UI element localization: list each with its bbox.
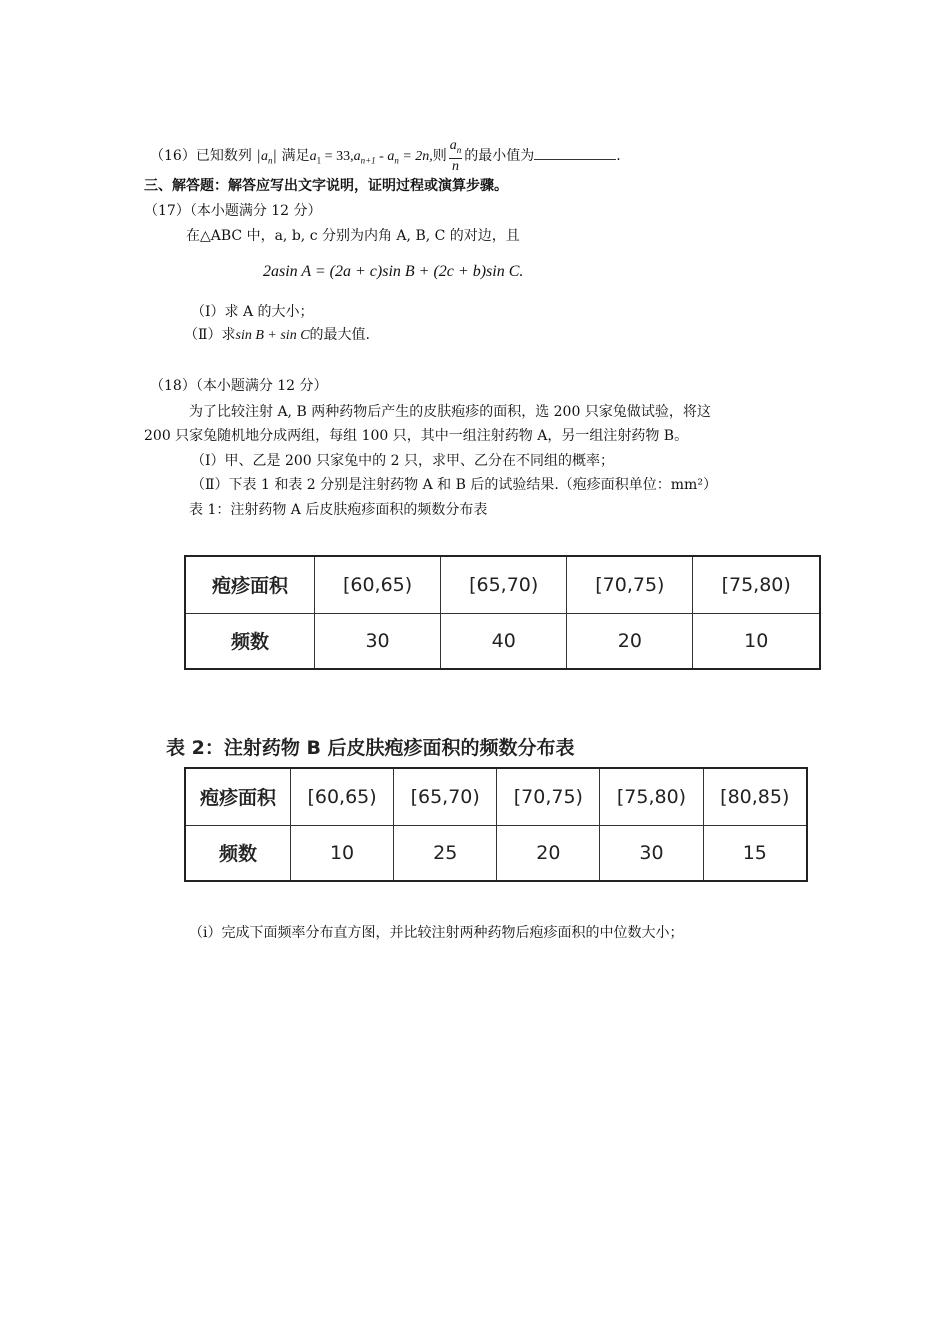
table-2-area-row <box>185 768 807 825</box>
table-2-frequency-row <box>185 825 807 881</box>
q18-stem-line1: 为了比较注射 A, B 两种药物后产生的皮肤疱疹的面积，选 200 只家兔做试验，将这 <box>189 404 711 420</box>
table-1-interval: [60,65) <box>315 556 441 613</box>
table1-caption: 表 1：注射药物 A 后皮肤疱疹面积的频数分布表 <box>189 502 488 518</box>
table-1-frequency: 40 <box>441 613 567 669</box>
q18-part1: （Ⅰ）甲、乙是 200 只家兔中的 2 只，求甲、乙分在不同组的概率； <box>191 453 614 469</box>
table-2-frequency: 25 <box>394 825 497 881</box>
table-1-row-header-area: 疱疹面积 <box>185 556 315 613</box>
question-16: （16）已知数列 $|a_n|$ 满足$a_1 = 33,a_{n+1} - a_n = 2n$,则 $\frac{a_n}{n}$ 的最小值为 . <box>150 138 621 174</box>
sequence-symbol: a <box>261 148 268 164</box>
q18-part2: （Ⅱ）下表 1 和表 2 分别是注射药物 A 和 B 后的试验结果.（疱疹面积单位：mm²） <box>191 477 717 493</box>
table2-caption: 表 2：注射药物 B 后皮肤疱疹面积的频数分布表 <box>166 737 575 759</box>
section-3-heading: 三、解答题：解答应写出文字说明，证明过程或演算步骤。 <box>144 178 508 194</box>
table-1-frequency-row <box>185 613 820 669</box>
table-2-interval: [70,75) <box>497 768 600 825</box>
table-1-frequency: 30 <box>315 613 441 669</box>
table-1-frequency: 10 <box>693 613 820 669</box>
table-2-row-header-freq: 频数 <box>185 825 291 881</box>
table-1-frequency: 20 <box>567 613 693 669</box>
q18-stem-line2: 200 只家兔随机地分成两组，每组 100 只，其中一组注射药物 A，另一组注射药物 B。 <box>144 428 689 444</box>
table-2-interval: [65,70) <box>394 768 497 825</box>
table-1-interval: [65,70) <box>441 556 567 613</box>
table-2-row-header-area: 疱疹面积 <box>185 768 291 825</box>
table-2-frequency: 20 <box>497 825 600 881</box>
q18-header: （18）（本小题满分 12 分） <box>150 378 328 394</box>
table-2-interval: [60,65) <box>291 768 394 825</box>
table-2 <box>184 767 808 882</box>
q17-equation: 2asin A = (2a + c)sin B + (2c + b)sin C. <box>263 263 524 280</box>
table-1-interval: [75,80) <box>693 556 820 613</box>
table-2-frequency: 15 <box>703 825 807 881</box>
table-2-frequency: 30 <box>600 825 703 881</box>
table-2-frequency: 10 <box>291 825 394 881</box>
q18-sub-i: （ⅰ）完成下面频率分布直方图，并比较注射两种药物后疱疹面积的中位数大小； <box>189 925 684 941</box>
table-2-interval: [80,85) <box>703 768 807 825</box>
q17-part2: （Ⅱ）求sin B + sin C的最大值. <box>184 327 370 343</box>
table-2-interval: [75,80) <box>600 768 703 825</box>
fraction-an-over-n: $\frac{a_n}{n}$ <box>449 138 462 174</box>
table-1-row-header-freq: 频数 <box>185 613 315 669</box>
table-1 <box>184 555 821 670</box>
table-1-interval: [70,75) <box>567 556 693 613</box>
q17-header: （17）（本小题满分 12 分） <box>144 203 322 219</box>
q17-stem: 在△ABC 中，a, b, c 分别为内角 A, B, C 的对边，且 <box>186 228 520 244</box>
table-1-area-row <box>185 556 820 613</box>
q17-part1: （Ⅰ）求 A 的大小； <box>191 304 314 320</box>
answer-blank <box>534 145 616 160</box>
